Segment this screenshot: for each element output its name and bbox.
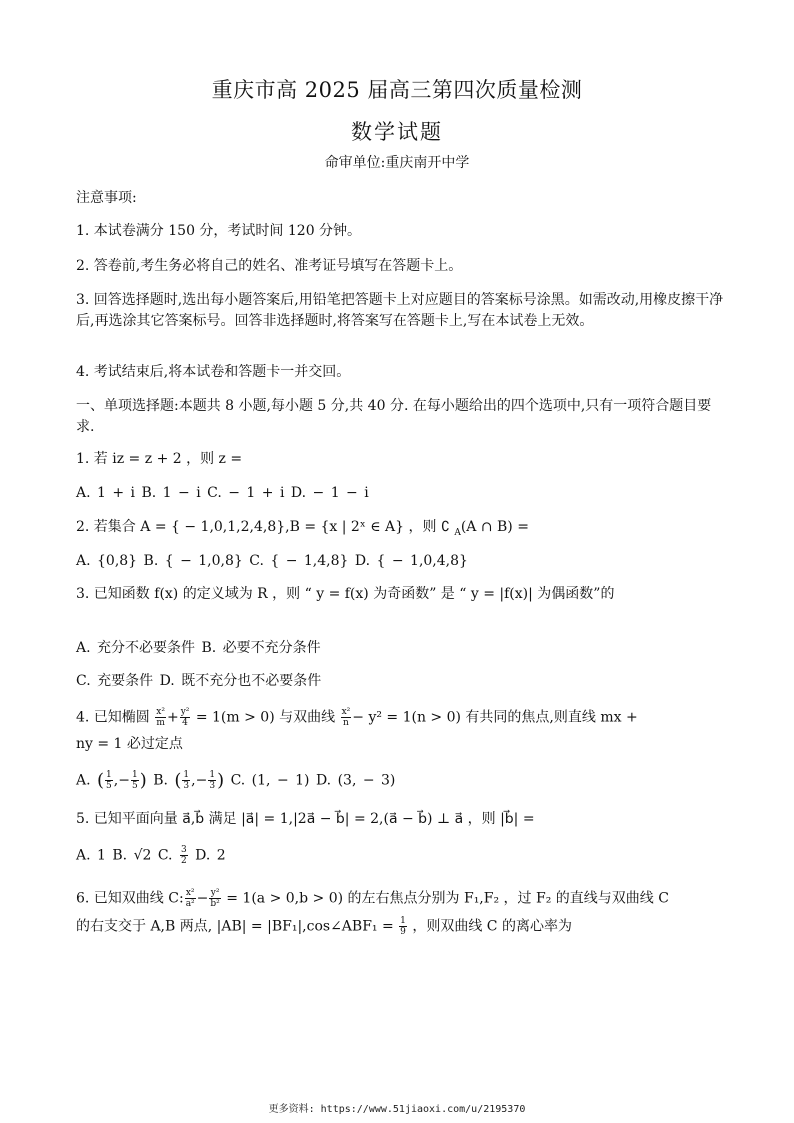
sqrt-2: √2 xyxy=(133,847,152,864)
question-6-stem-line2 xyxy=(76,916,726,938)
fraction-x2-over-m: $\frac{\text{x²}}{m}$ xyxy=(156,707,165,728)
question-1-options: A. 1 + i B. 1 − i C. − 1 + i D. − 1 − i xyxy=(76,485,369,501)
fraction-1-over-3: $\frac{1}{3}$ xyxy=(183,770,190,791)
question-6-line2-head: 的右支交于 A,B 两点, |AB| = |BF₁|,cos∠ABF₁ = xyxy=(76,918,394,935)
question-4-options: A. ( $\frac{1}{5}$ ,− $\frac{1}{5}$ ) B. ( $\frac{1}{3}$ ,− $\frac{1}{3}$ ) C. (1, − 1) D. (3, − 3) xyxy=(76,770,396,791)
footer-link[interactable]: 更多资料: https://www.51jiaoxi.com/u/2195370 xyxy=(268,1104,526,1115)
fraction-y2-over-4: $\frac{\text{y²}}{4}$ xyxy=(180,707,190,728)
note-item-4: 4. 考试结束后,将本试卷和答题卡一并交回。 xyxy=(76,364,351,380)
section-heading: 一、单项选择题:本题共 8 小题,每小题 5 分,共 40 分. 在每小题给出的四个选项中,只有一项符合题目要求. xyxy=(76,398,712,435)
question-6-stem: 6. 已知双曲线 C: $\frac{\text{x²}}{\text{a²}}$ − $\frac{\text{y²}}{\text{b²}}$ = 1(a > 0,b > 0) 的左右焦点分别为 F₁,F₂ ，过 F₂ 的直线与双曲线 C xyxy=(76,888,669,909)
question-4-stem: 4. 已知椭圆 $\frac{\text{x²}}{m}$ + $\frac{\text{y²}}{4}$ = 1(m > 0) 与双曲线 $\frac{\text{x²}}{n}$ − y² = 1(n > 0) 有共同的焦点,则直线 mx + xyxy=(76,707,638,728)
option-b-label: B. xyxy=(153,772,168,789)
question-6-line2-tail: ，则双曲线 C 的离心率为 xyxy=(412,918,572,935)
notes-heading: 注意事项: xyxy=(76,190,137,206)
complement-subscript: A xyxy=(454,527,461,538)
question-6-prefix: 6. 已知双曲线 C: xyxy=(76,890,184,907)
fraction-1-over-5-neg: $\frac{1}{5}$ xyxy=(131,770,138,791)
option-ab-text: A. 1 B. xyxy=(76,847,128,864)
exam-title: 重庆市高 2025 届高三第四次质量检测 xyxy=(211,78,583,102)
question-3-options-cd: C. 充要条件 D. 既不充分也不必要条件 xyxy=(76,673,322,689)
question-4-stem-line2: ny = 1 必过定点 xyxy=(76,736,183,752)
exam-subtitle: 数学试题 xyxy=(351,120,443,144)
question-6-equation-tail: = 1(a > 0,b > 0) 的左右焦点分别为 F₁,F₂ ，过 F₂ 的直线与双曲线 C xyxy=(226,890,669,907)
question-1-stem: 1. 若 iz = z + 2 ，则 z = xyxy=(76,451,243,467)
fraction-1-over-5: $\frac{1}{5}$ xyxy=(106,770,112,791)
question-2-stem-text: 2. 若集合 A = { − 1,0,1,2,4,8},B = {x | 2ˣ ∈ A} ，则 ∁ xyxy=(76,519,455,535)
option-c-label: C. xyxy=(157,847,173,864)
fraction-1-over-3-neg: $\frac{1}{3}$ xyxy=(209,770,216,791)
ellipse-equation-tail: = 1(m > 0) 与双曲线 xyxy=(195,709,336,726)
question-2-options: A. {0,8} B. { − 1,0,8} C. { − 1,4,8} D. { − 1,0,4,8} xyxy=(76,553,468,569)
question-2-stem-tail: (A ∩ B) = xyxy=(460,519,529,535)
exam-setter: 命审单位:重庆南开中学 xyxy=(324,155,470,171)
question-5-stem: 5. 已知平面向量 a⃗,b⃗ 满足 |a⃗| = 1,|2a⃗ − b⃗| = 2,(a⃗ − b⃗) ⊥ a⃗ ，则 |b⃗| = xyxy=(76,811,535,827)
note-item-1: 1. 本试卷满分 150 分，考试时间 120 分钟。 xyxy=(76,223,362,239)
option-d-text: D. 2 xyxy=(195,847,226,864)
fraction-1-over-9: $\frac{1}{9}$ xyxy=(400,916,406,937)
option-cd-text: C. (1, − 1) D. (3, − 3) xyxy=(230,772,396,789)
fraction-y2-over-b2: $\frac{\text{y²}}{\text{b²}}$ xyxy=(210,888,220,909)
question-3-options-ab: A. 充分不必要条件 B. 必要不充分条件 xyxy=(76,640,321,656)
question-3-stem: 3. 已知函数 f(x) 的定义域为 R ，则 “ y = f(x) 为奇函数” 是 “ y = |f(x)| 为偶函数”的 xyxy=(76,586,615,602)
note-item-3: 3. 回答选择题时,选出每小题答案后,用铅笔把答题卡上对应题目的答案标号涂黑。如需改动,用橡皮擦干净后,再选涂其它答案标号。回答非选择题时,将答案写在答题卡上,写在本试卷上无效。 xyxy=(76,292,724,329)
option-a-label: A. xyxy=(76,772,91,789)
hyperbola-equation-tail: − y² = 1(n > 0) 有共同的焦点,则直线 mx + xyxy=(352,709,638,726)
note-item-2: 2. 答卷前,考生务必将自己的姓名、准考证号填写在答题卡上。 xyxy=(76,258,463,274)
fraction-x2-over-n: $\frac{\text{x²}}{n}$ xyxy=(341,707,351,728)
question-2-stem xyxy=(76,517,726,544)
question-5-options xyxy=(76,845,726,867)
fraction-x2-over-a2: $\frac{\text{x²}}{\text{a²}}$ xyxy=(185,888,195,909)
fraction-3-over-2: $\frac{3}{2}$ xyxy=(180,845,187,866)
question-4-prefix: 4. 已知椭圆 xyxy=(76,709,150,726)
